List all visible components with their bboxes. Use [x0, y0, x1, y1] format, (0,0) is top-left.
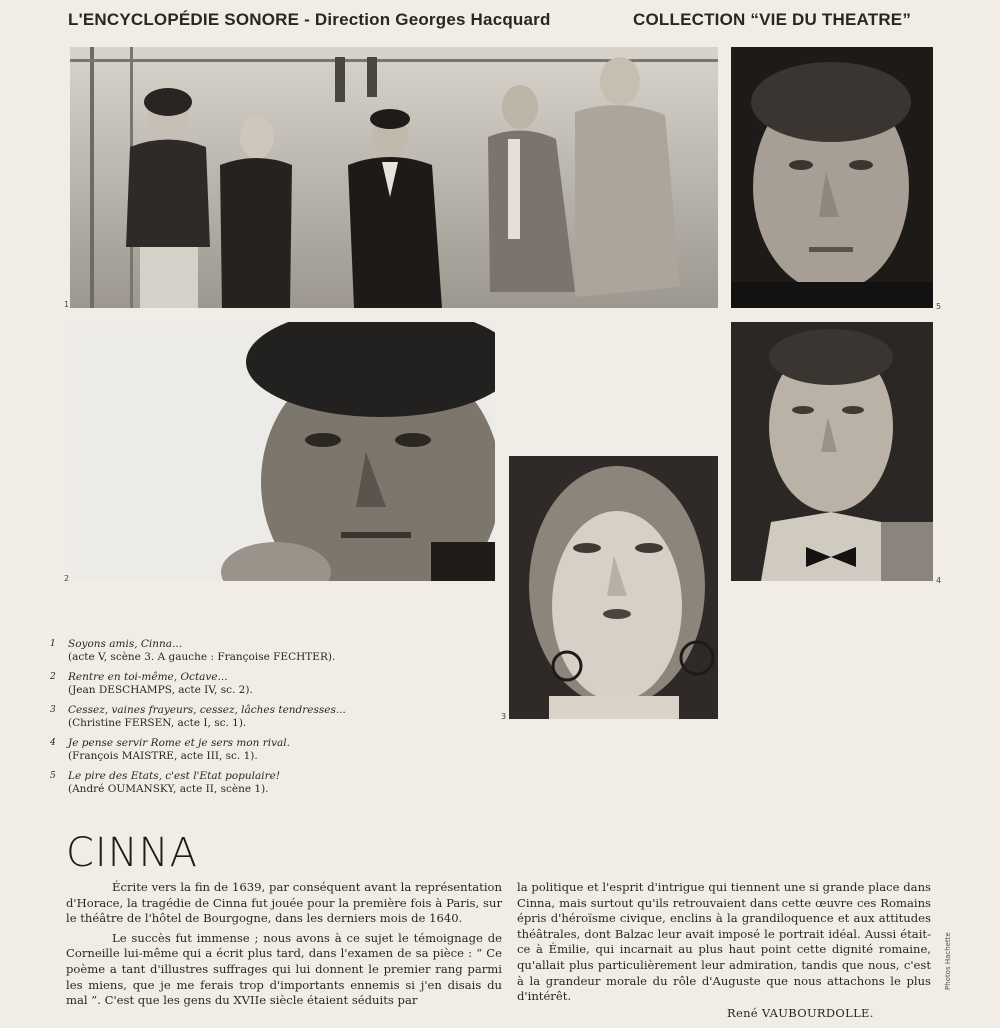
header-encyclopedie: L'ENCYCLOPÉDIE SONORE - Direction Georges Hacquard: [68, 10, 551, 29]
caption-1: [48, 638, 468, 664]
caption-reference: (Christine FERSEN, acte I, sc. 1).: [68, 717, 247, 729]
photo-portrait-fersen: [509, 456, 718, 719]
caption-quote: Je pense servir Rome et je sers mon rival.: [68, 737, 290, 749]
photo-number-1: 1: [64, 300, 70, 309]
caption-reference: (François MAISTRE, acte III, sc. 1).: [68, 750, 258, 762]
photo-number-5: 5: [936, 302, 942, 311]
caption-quote: Cessez, vaines frayeurs, cessez, lâches tendresses...: [68, 704, 346, 716]
photo-group-scene: [70, 47, 718, 308]
caption-reference: (André OUMANSKY, acte II, scène 1).: [68, 783, 269, 795]
caption-3: [48, 704, 468, 730]
body-paragraph: la politique et l'esprit d'intrigue qui tiennent une si grande place dans Cinna, mais surtout qu'ils retrouvaient dans cette œuvre ces Romains épris d'héroïsme civique, enclins à la grandiloquence et aux attitudes théâtrales, dont Balzac leur avait imposé le portrait idéal. Aussi était-ce à Émilie, qui incarnait au plus haut point cette dignité romaine, qu'allait plus particulièrement leur admiration, tandis que nous, c'est à la grandeur morale du rôle d'Auguste que nous attachons le plus d'intérêt.: [517, 880, 931, 1004]
photo-portrait-maistre: [731, 322, 933, 581]
caption-number: 5: [50, 771, 56, 781]
caption-2: [48, 671, 468, 697]
caption-quote: Le pire des Etats, c'est l'Etat populaire!: [68, 770, 281, 782]
caption-reference: (acte V, scène 3. A gauche : Françoise FECHTER).: [68, 651, 336, 663]
photo-portrait-oumansky: [731, 47, 933, 308]
photo-number-2: 2: [64, 574, 70, 583]
caption-quote: Rentre en toi-même, Octave...: [68, 671, 228, 683]
caption-quote: Soyons amis, Cinna...: [68, 638, 183, 650]
photo-number-4: 4: [936, 576, 942, 585]
body-paragraph: Le succès fut immense ; nous avons à ce sujet le témoignage de Corneille lui-même qui a écrit plus tard, dans l'examen de sa pièce : “ Ce poème a tant d'illustres suffrages qui lui donnent le premier rang parmi les miens, que je me ferais trop d'importants ennemis si j'en disais du mal ”. C'est que les gens du XVIIe siècle étaient séduits par: [66, 930, 502, 1008]
photo-number-3: 3: [501, 712, 507, 721]
header-collection: COLLECTION “VIE DU THEATRE”: [633, 10, 912, 29]
caption-4: [48, 737, 468, 763]
caption-number: 1: [50, 639, 56, 649]
photo-captions: [48, 638, 468, 803]
caption-number: 3: [50, 705, 56, 715]
photo-portrait-deschamps: [71, 322, 495, 581]
caption-number: 4: [50, 738, 56, 748]
play-title: CINNA: [66, 830, 198, 876]
caption-number: 2: [50, 672, 56, 682]
photo-credit: Photos Hachette: [944, 932, 952, 990]
author-signature: René VAUBOURDOLLE.: [727, 1006, 874, 1020]
body-column-right: [517, 880, 931, 1009]
caption-5: [48, 770, 468, 796]
body-paragraph: Écrite vers la fin de 1639, par conséquent avant la représentation d'Horace, la tragédie de Cinna fut jouée pour la première fois à Paris, sur le théâtre de l'hôtel de Bourgogne, dans les derniers mois de 1640.: [66, 880, 502, 926]
body-column-left: [66, 880, 502, 1013]
caption-reference: (Jean DESCHAMPS, acte IV, sc. 2).: [68, 684, 253, 696]
